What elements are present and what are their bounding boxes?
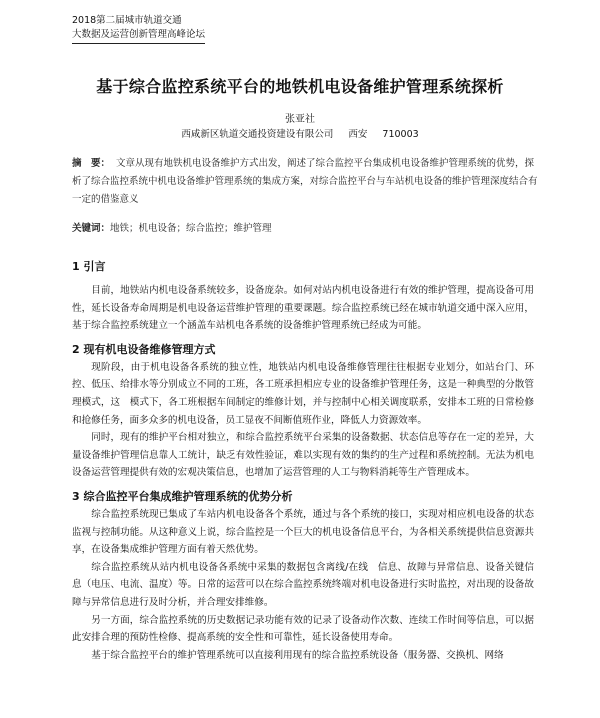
keywords bbox=[72, 220, 542, 234]
section-heading-3: 3 综合监控平台集成维护管理系统的优势分析 bbox=[72, 489, 293, 503]
paper-title: 基于综合监控系统平台的地铁机电设备维护管理系统探析 bbox=[96, 77, 504, 96]
abstract-label: 摘 要： bbox=[72, 158, 111, 169]
section-3-paragraph-1: 综合监控系统现已集成了车站内机电设备各个系统，通过与各个系统的接口，实现对相应机电设备的状态监视与控制功能。从这种意义上说，综合监控是一个巨大的机电设备信息平台，为各相关系统提供信息资源共享，在设备集成维护管理方面有着天然优势。 bbox=[72, 508, 534, 556]
author-name: 张亚社 bbox=[285, 114, 315, 125]
header-line-1: 2018第二届城市轨道交通 bbox=[72, 15, 182, 26]
section-3-paragraph-3: 另一方面，综合监控系统的历史数据记录功能有效的记录了设备动作次数、连续工作时间等信息，可以据此安排合理的预防性检修、提高系统的安全性和可靠性，延长设备使用寿命。 bbox=[72, 614, 534, 644]
affiliation bbox=[0, 126, 600, 140]
affiliation-postcode: 710003 bbox=[382, 129, 419, 140]
section-2-paragraph-1: 现阶段，由于机电设备各系统的独立性，地铁站内机电设备维修管理往往根据专业划分，如站台门、环控、低压、给排水等分别成立不同的工班，各工班承担相应专业的设备维护管理任务，这是一种典型的分散管理模式，这 模式下，各工班根据车间制定的维修计划，并与控制中心相关调度联系，安排本工班的日常检修和抢修任务，面多众多的机电设备，员工显夜不间断值班作业，降低人力资源效率。 bbox=[72, 361, 534, 426]
affiliation-org: 西咸新区轨道交通投资建设有限公司 bbox=[181, 129, 334, 140]
section-heading-2: 2 现有机电设备维修管理方式 bbox=[72, 342, 216, 356]
keywords-label: 关键词： bbox=[72, 223, 111, 234]
section-1-paragraph-1: 目前，地铁站内机电设备系统较多，设备庞杂。如何对站内机电设备进行有效的维护管理，提高设备可用性，延长设备寿命周期是机电设备运营维护管理的重要课题。综合监控系统已经在城市轨道交通中深入应用，基于综合监控系统建立一个涵盖车站机电各系统的设备维护管理系统已经成为可能。 bbox=[72, 285, 534, 332]
header-line-2: 大数据及运营创新管理高峰论坛 bbox=[72, 28, 205, 44]
running-header bbox=[72, 14, 205, 44]
keywords-text: 地铁；机电设备；综合监控；维护管理 bbox=[110, 223, 272, 234]
section-3-paragraph-2: 综合监控系统从站内机电设备各系统中采集的数据包含离线/在线 信息、故障与异常信息、设备关键信息（电压、电流、温度）等。日常的运营可以在综合监控系统终端对机电设备进行实时监控，对出现的设备故障与异常信息进行及时分析，并合理安排维修。 bbox=[72, 561, 534, 608]
abstract bbox=[72, 155, 542, 209]
section-2-paragraph-2: 同时，现有的维护平台相对独立，和综合监控系统平台采集的设备数据、状态信息等存在一定的差异，大量设备维护管理信息靠人工统计，缺乏有效性验证，难以实现有效的集约的生产过程和系统控制。无法为机电设备运营管理提供有效的宏观决策信息，也增加了运营管理的人工与物料消耗等生产管理成本。 bbox=[72, 432, 534, 479]
section-heading-1: 1 引言 bbox=[72, 260, 106, 273]
abstract-text: 文章从现有地铁机电设备维护方式出发，阐述了综合监控平台集成机电设备维护管理系统的优势，探析了综合监控系统中机电设备维护管理系统的集成方案，对综合监控平台与车站机电设备的维护管理深度结合有一定的借鉴意义 bbox=[72, 158, 538, 205]
affiliation-city: 西安 bbox=[348, 129, 368, 140]
section-3-paragraph-4: 基于综合监控平台的维护管理系统可以直接利用现有的综合监控系统设备（服务器、交换机、网络 bbox=[91, 649, 504, 661]
paper-body bbox=[72, 258, 534, 664]
